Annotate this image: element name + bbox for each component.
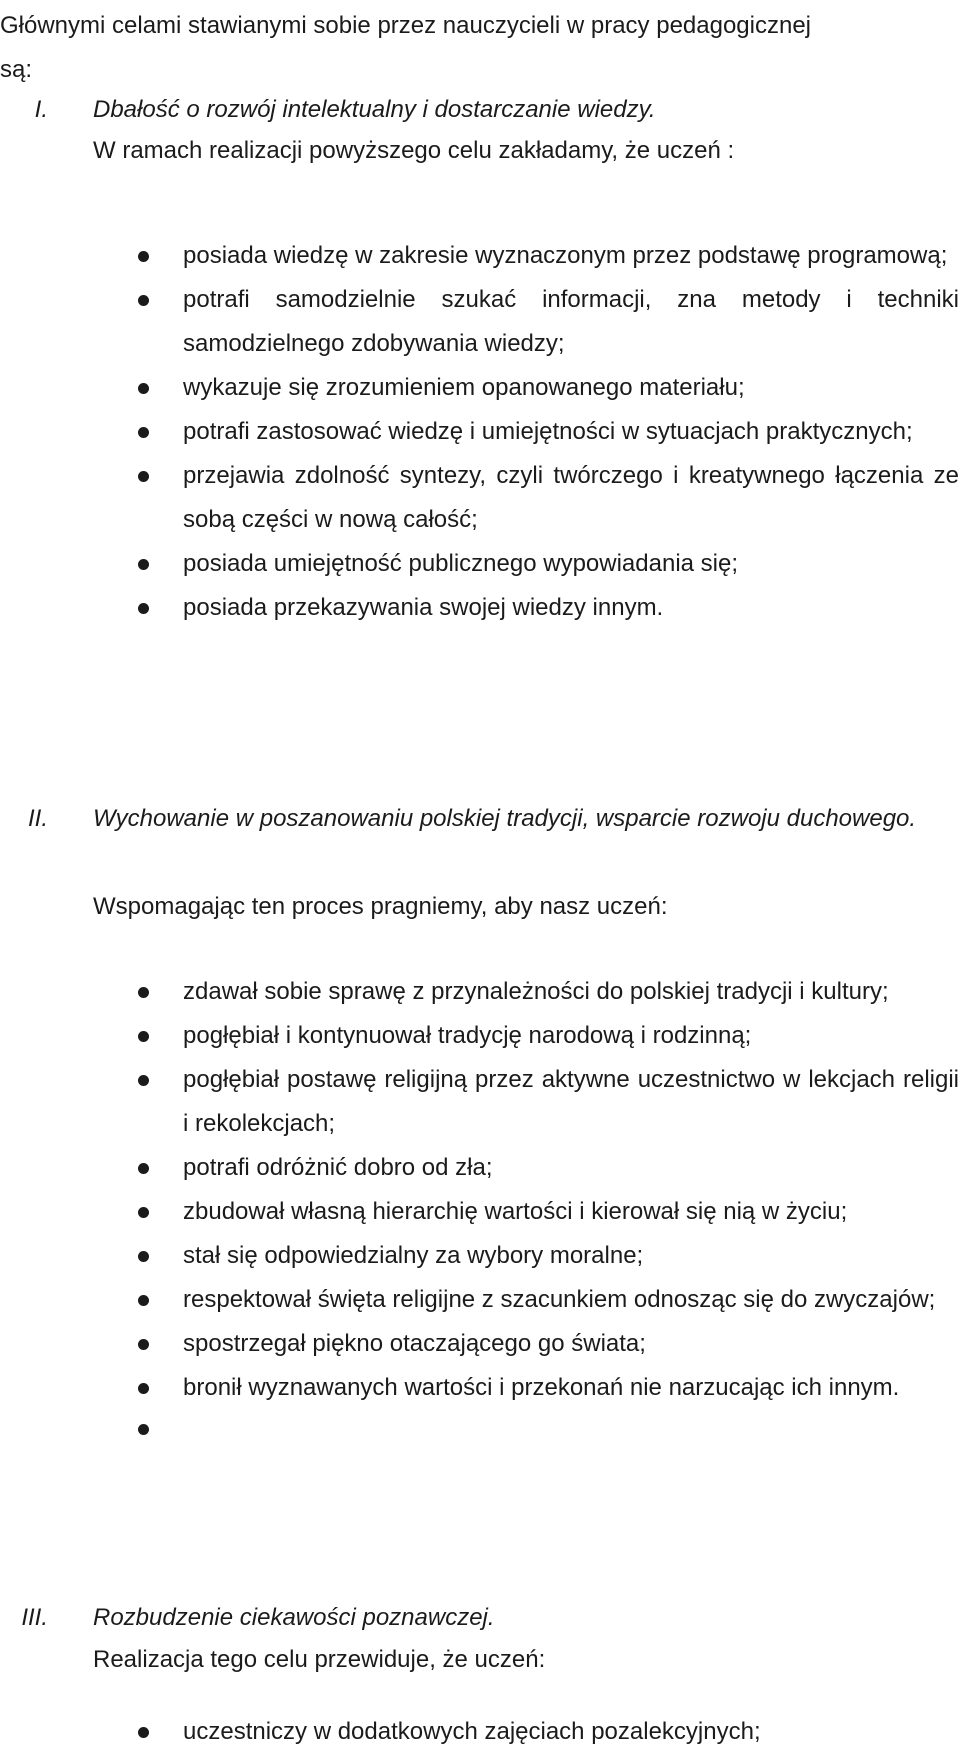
list-item: respektował święta religijne z szacunkiem odnosząc się do zwyczajów; [0, 1278, 960, 1322]
list-item: zdawał sobie sprawę z przynależności do polskiej tradycji i kultury; [0, 970, 960, 1014]
section-3-list [0, 1710, 960, 1754]
list-item: wykazuje się zrozumieniem opanowanego materiału; [0, 366, 960, 410]
bullet-icon [138, 251, 149, 262]
intro-line-1: Głównymi celami stawianymi sobie przez nauczycieli w pracy pedagogicznej [0, 12, 812, 39]
list-item: pogłębiał i kontynuował tradycję narodową i rodzinną; [0, 1014, 960, 1058]
section-title: Wychowanie w poszanowaniu polskiej tradycji, wsparcie rozwoju duchowego. [93, 805, 917, 832]
section-lead: W ramach realizacji powyższego celu zakładamy, że uczeń : [93, 137, 735, 164]
list-item: bronił wyznawanych wartości i przekonań nie narzucając ich innym. [0, 1366, 960, 1410]
list-item: potrafi samodzielnie szukać informacji, zna metody i techniki samodzielnego zdobywania wiedzy; [0, 278, 960, 366]
bullet-icon [138, 295, 149, 306]
section-number: I. [34, 96, 48, 123]
list-item: pogłębiał postawę religijną przez aktywne uczestnictwo w lekcjach religii i rekolekcjach; [0, 1058, 960, 1146]
section-lead: Wspomagając ten proces pragniemy, aby nasz uczeń: [93, 893, 668, 920]
bullet-icon [138, 1251, 149, 1262]
bullet-icon [138, 1075, 149, 1086]
section-title: Dbałość o rozwój intelektualny i dostarczanie wiedzy. [93, 96, 656, 123]
section-title: Rozbudzenie ciekawości poznawczej. [93, 1604, 495, 1631]
bullet-icon [138, 1163, 149, 1174]
bullet-icon [138, 427, 149, 438]
bullet-icon [138, 1207, 149, 1218]
list-item: posiada umiejętność publicznego wypowiadania się; [0, 542, 960, 586]
intro-line-2: są: [0, 56, 33, 83]
bullet-icon [138, 383, 149, 394]
list-item: spostrzegał piękno otaczającego go świata; [0, 1322, 960, 1366]
list-item: potrafi zastosować wiedzę i umiejętności w sytuacjach praktycznych; [0, 410, 960, 454]
list-item: posiada przekazywania swojej wiedzy innym. [0, 586, 960, 630]
bullet-icon [138, 1383, 149, 1394]
intro-paragraph [0, 4, 960, 92]
bullet-icon [138, 1339, 149, 1350]
list-item: posiada wiedzę w zakresie wyznaczonym przez podstawę programową; [0, 234, 960, 278]
bullet-icon [138, 471, 149, 482]
list-item: zbudował własną hierarchię wartości i kierował się nią w życiu; [0, 1190, 960, 1234]
section-number: III. [21, 1604, 48, 1631]
list-item [0, 1410, 960, 1438]
bullet-icon [138, 559, 149, 570]
bullet-icon [138, 1424, 149, 1435]
section-2-list [0, 970, 960, 1438]
list-item: uczestniczy w dodatkowych zajęciach pozalekcyjnych; [0, 1710, 960, 1754]
bullet-icon [138, 1727, 149, 1738]
section-lead: Realizacja tego celu przewiduje, że uczeń: [93, 1646, 546, 1673]
bullet-icon [138, 987, 149, 998]
section-1-list [0, 234, 960, 630]
bullet-icon [138, 1295, 149, 1306]
bullet-icon [138, 1031, 149, 1042]
list-item: potrafi odróżnić dobro od zła; [0, 1146, 960, 1190]
list-item: przejawia zdolność syntezy, czyli twórczego i kreatywnego łączenia ze sobą części w nową całość; [0, 454, 960, 542]
section-number: II. [27, 805, 48, 832]
bullet-icon [138, 603, 149, 614]
list-item: stał się odpowiedzialny za wybory moralne; [0, 1234, 960, 1278]
